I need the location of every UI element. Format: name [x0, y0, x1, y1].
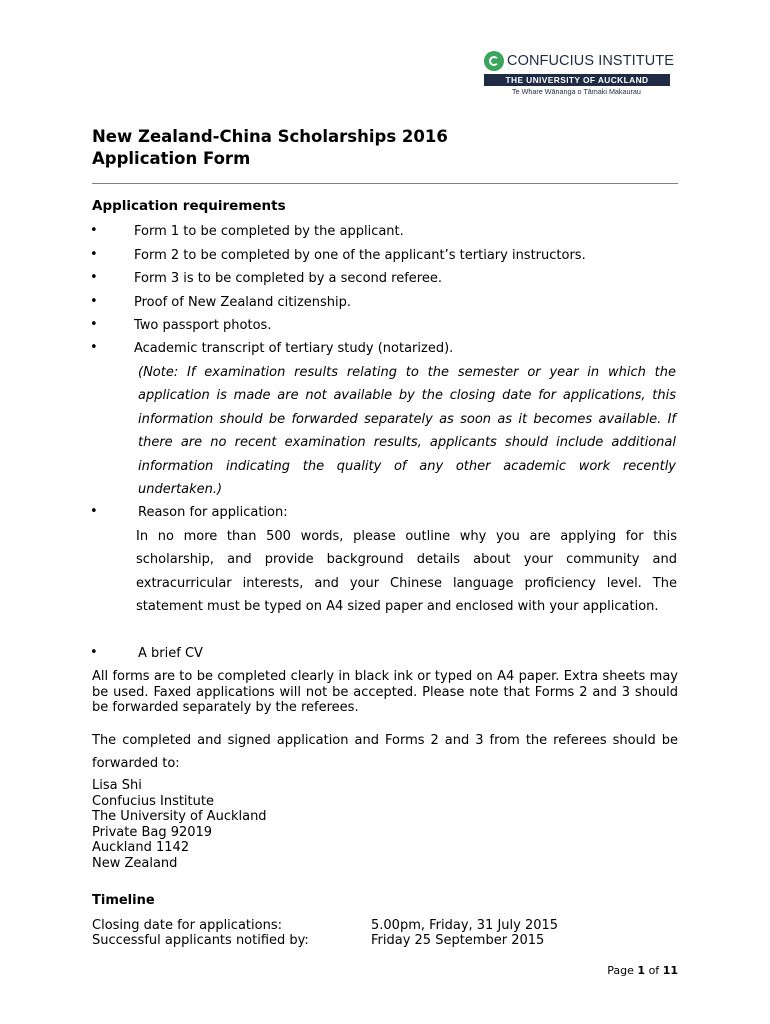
bullet-icon: • — [90, 504, 98, 519]
reason-description: In no more than 500 words, please outline why you are applying for this scholarship, and provide background details about your community and extracurricular interests, and your Chinese language proficiency level. The statement must be typed on A4 sized paper and enclosed with your application. — [136, 529, 677, 615]
current-page: 1 — [637, 964, 646, 977]
bullet-icon: • — [90, 270, 98, 285]
reason-label: Reason for application: — [138, 505, 288, 520]
timeline-row — [92, 918, 559, 933]
logo-name: CONFUCIUS INSTITUTE — [507, 53, 675, 69]
requirement-item: Form 2 to be completed by one of the applicant’s tertiary instructors. — [134, 248, 586, 263]
address-line: Lisa Shi — [92, 778, 142, 793]
of-word: of — [648, 964, 660, 977]
bullet-icon: • — [90, 223, 98, 238]
title-line-2: Application Form — [92, 149, 251, 168]
timeline-label: Closing date for applications: — [92, 918, 282, 933]
transcript-note: (Note: If examination results relating to the semester or year in which the application is made are not available by the closing date for applications, this information should be forwarded separately as soon as it becomes available. If there are no recent examination results, applicants should include additional information indicating the quality of any other academic work recently undertaken.) — [138, 365, 676, 498]
requirement-item: Form 1 to be completed by the applicant. — [134, 224, 404, 239]
mailing-address — [92, 778, 678, 871]
document-title — [92, 126, 448, 170]
cv-item: A brief CV — [138, 646, 203, 661]
confucius-institute-logo — [484, 50, 676, 98]
requirement-item: Academic transcript of tertiary study (notarized). — [134, 341, 454, 356]
bullet-icon: • — [90, 247, 98, 262]
address-line: Confucius Institute — [92, 793, 214, 809]
forms-note: All forms are to be completed clearly in black ink or typed on A4 paper. Extra sheets may be used. Faxed applications will not be accepted. Please note that Forms 2 and 3 should be forwarded separately by the referees. — [92, 669, 678, 715]
requirement-item: Two passport photos. — [134, 318, 272, 333]
requirement-item: Form 3 is to be completed by a second referee. — [134, 271, 442, 286]
bullet-icon: • — [90, 645, 98, 660]
logo-maori-name: Te Whare Wānanga o Tāmaki Makaurau — [512, 87, 641, 96]
requirement-item: Proof of New Zealand citizenship. — [134, 295, 352, 310]
timeline-label: Successful applicants notified by: — [92, 933, 309, 948]
confucius-logo-icon — [484, 51, 504, 71]
bullet-icon: • — [90, 340, 98, 355]
timeline-value: Friday 25 September 2015 — [371, 933, 545, 948]
page-number — [607, 964, 678, 977]
bullet-icon: • — [90, 317, 98, 332]
logo-university-bar: THE UNIVERSITY OF AUCKLAND — [484, 74, 670, 86]
title-line-1: New Zealand-China Scholarships 2016 — [92, 127, 448, 146]
total-pages: 11 — [662, 964, 678, 977]
title-divider — [92, 183, 678, 184]
address-line: New Zealand — [92, 855, 178, 871]
page-word: Page — [607, 964, 634, 977]
address-line: The University of Auckland — [92, 809, 267, 824]
forward-instructions: The completed and signed application and Forms 2 and 3 from the referees should be forwarded to: — [92, 733, 678, 772]
timeline-value: 5.00pm, Friday, 31 July 2015 — [371, 918, 559, 933]
address-line: Private Bag 92019 — [92, 824, 213, 840]
address-line: Auckland 1142 — [92, 840, 190, 855]
bullet-icon: • — [90, 294, 98, 309]
timeline-row — [92, 933, 545, 948]
timeline-heading: Timeline — [92, 893, 155, 908]
requirements-heading: Application requirements — [92, 198, 286, 214]
